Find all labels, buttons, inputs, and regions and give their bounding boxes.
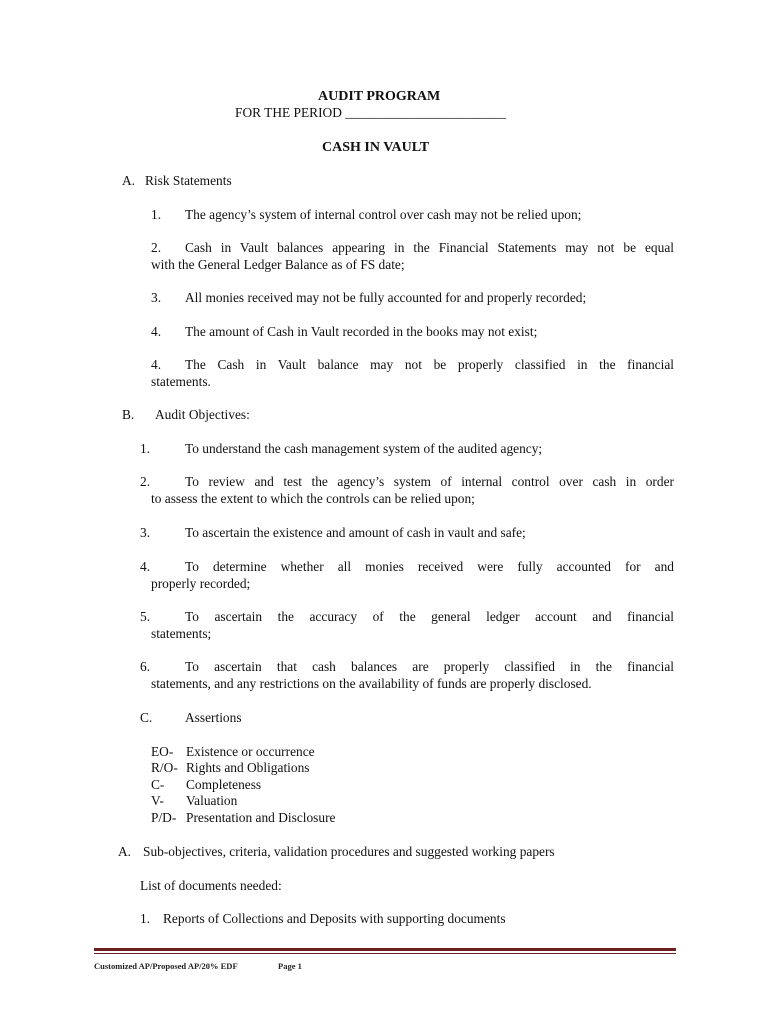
assertion-code: EO- bbox=[151, 744, 174, 759]
assertion-code: C- bbox=[151, 777, 165, 792]
risk-item-continuation: with the General Ledger Balance as of FS date; bbox=[151, 257, 405, 272]
objective-item-number: 5. bbox=[140, 609, 151, 624]
objective-item-text: To determine whether all monies received were fully accounted for and bbox=[185, 559, 674, 574]
risk-item-text: The amount of Cash in Vault recorded in the books may not exist; bbox=[185, 324, 538, 339]
objective-item-text: To review and test the agency’s system of internal control over cash in order bbox=[185, 474, 674, 489]
section-c-label: C. bbox=[140, 710, 153, 725]
section-b-label: B. bbox=[122, 407, 135, 422]
assertion-code: V- bbox=[151, 793, 164, 808]
assertion-text: Presentation and Disclosure bbox=[186, 810, 336, 825]
assertion-text: Rights and Obligations bbox=[186, 760, 310, 775]
objective-item-number: 6. bbox=[140, 659, 151, 674]
risk-item-continuation: statements. bbox=[151, 374, 211, 389]
risk-item-number: 4. bbox=[151, 324, 162, 339]
objective-item-number: 4. bbox=[140, 559, 151, 574]
risk-item-text: Cash in Vault balances appearing in the Financial Statements may not be equal bbox=[185, 240, 674, 255]
document-item-number: 1. bbox=[140, 911, 151, 926]
risk-item-number: 3. bbox=[151, 290, 162, 305]
assertion-code: P/D- bbox=[151, 810, 177, 825]
assertion-text: Valuation bbox=[186, 793, 238, 808]
footer-text: Customized AP/Proposed AP/20% EDF bbox=[94, 961, 238, 971]
section-c-heading: Assertions bbox=[185, 710, 242, 725]
objective-item-continuation: to assess the extent to which the controls can be relied upon; bbox=[151, 491, 475, 506]
document-title: AUDIT PROGRAM bbox=[318, 89, 441, 104]
assertion-code: R/O- bbox=[151, 760, 178, 775]
documents-needed-label: List of documents needed: bbox=[140, 878, 282, 893]
section-a-label: A. bbox=[122, 173, 136, 188]
section-a2-heading: Sub-objectives, criteria, validation procedures and suggested working papers bbox=[143, 844, 555, 859]
assertion-text: Completeness bbox=[186, 777, 262, 792]
objective-item-continuation: statements, and any restrictions on the availability of funds are properly disclosed. bbox=[151, 676, 592, 691]
section-a-heading: Risk Statements bbox=[145, 173, 232, 188]
objective-item-text: To ascertain that cash balances are properly classified in the financial bbox=[185, 659, 674, 674]
assertion-text: Existence or occurrence bbox=[186, 744, 315, 759]
risk-item-text: The agency’s system of internal control over cash may not be relied upon; bbox=[185, 207, 582, 222]
objective-item-number: 3. bbox=[140, 525, 151, 540]
objective-item-continuation: properly recorded; bbox=[151, 576, 251, 591]
section-a2-label: A. bbox=[118, 844, 132, 859]
risk-item-text: All monies received may not be fully accounted for and properly recorded; bbox=[185, 290, 587, 305]
footer-page-number: Page 1 bbox=[278, 961, 302, 971]
objective-item-text: To understand the cash management system of the audited agency; bbox=[185, 441, 543, 456]
risk-item-number: 4. bbox=[151, 357, 162, 372]
footer-rule-thick bbox=[94, 948, 676, 951]
footer-rule-thin bbox=[94, 953, 676, 954]
objective-item-text: To ascertain the existence and amount of cash in vault and safe; bbox=[185, 525, 526, 540]
risk-item-number: 1. bbox=[151, 207, 162, 222]
document-item-text: Reports of Collections and Deposits with supporting documents bbox=[163, 911, 506, 926]
objective-item-number: 2. bbox=[140, 474, 151, 489]
risk-item-text: The Cash in Vault balance may not be properly classified in the financial bbox=[185, 357, 674, 372]
objective-item-number: 1. bbox=[140, 441, 151, 456]
risk-item-number: 2. bbox=[151, 240, 162, 255]
period-line: FOR THE PERIOD ________________________ bbox=[235, 105, 506, 120]
objective-item-continuation: statements; bbox=[151, 626, 212, 641]
section-b-heading: Audit Objectives: bbox=[155, 407, 250, 422]
objective-item-text: To ascertain the accuracy of the general ledger account and financial bbox=[185, 609, 674, 624]
document-subject: CASH IN VAULT bbox=[322, 140, 430, 155]
